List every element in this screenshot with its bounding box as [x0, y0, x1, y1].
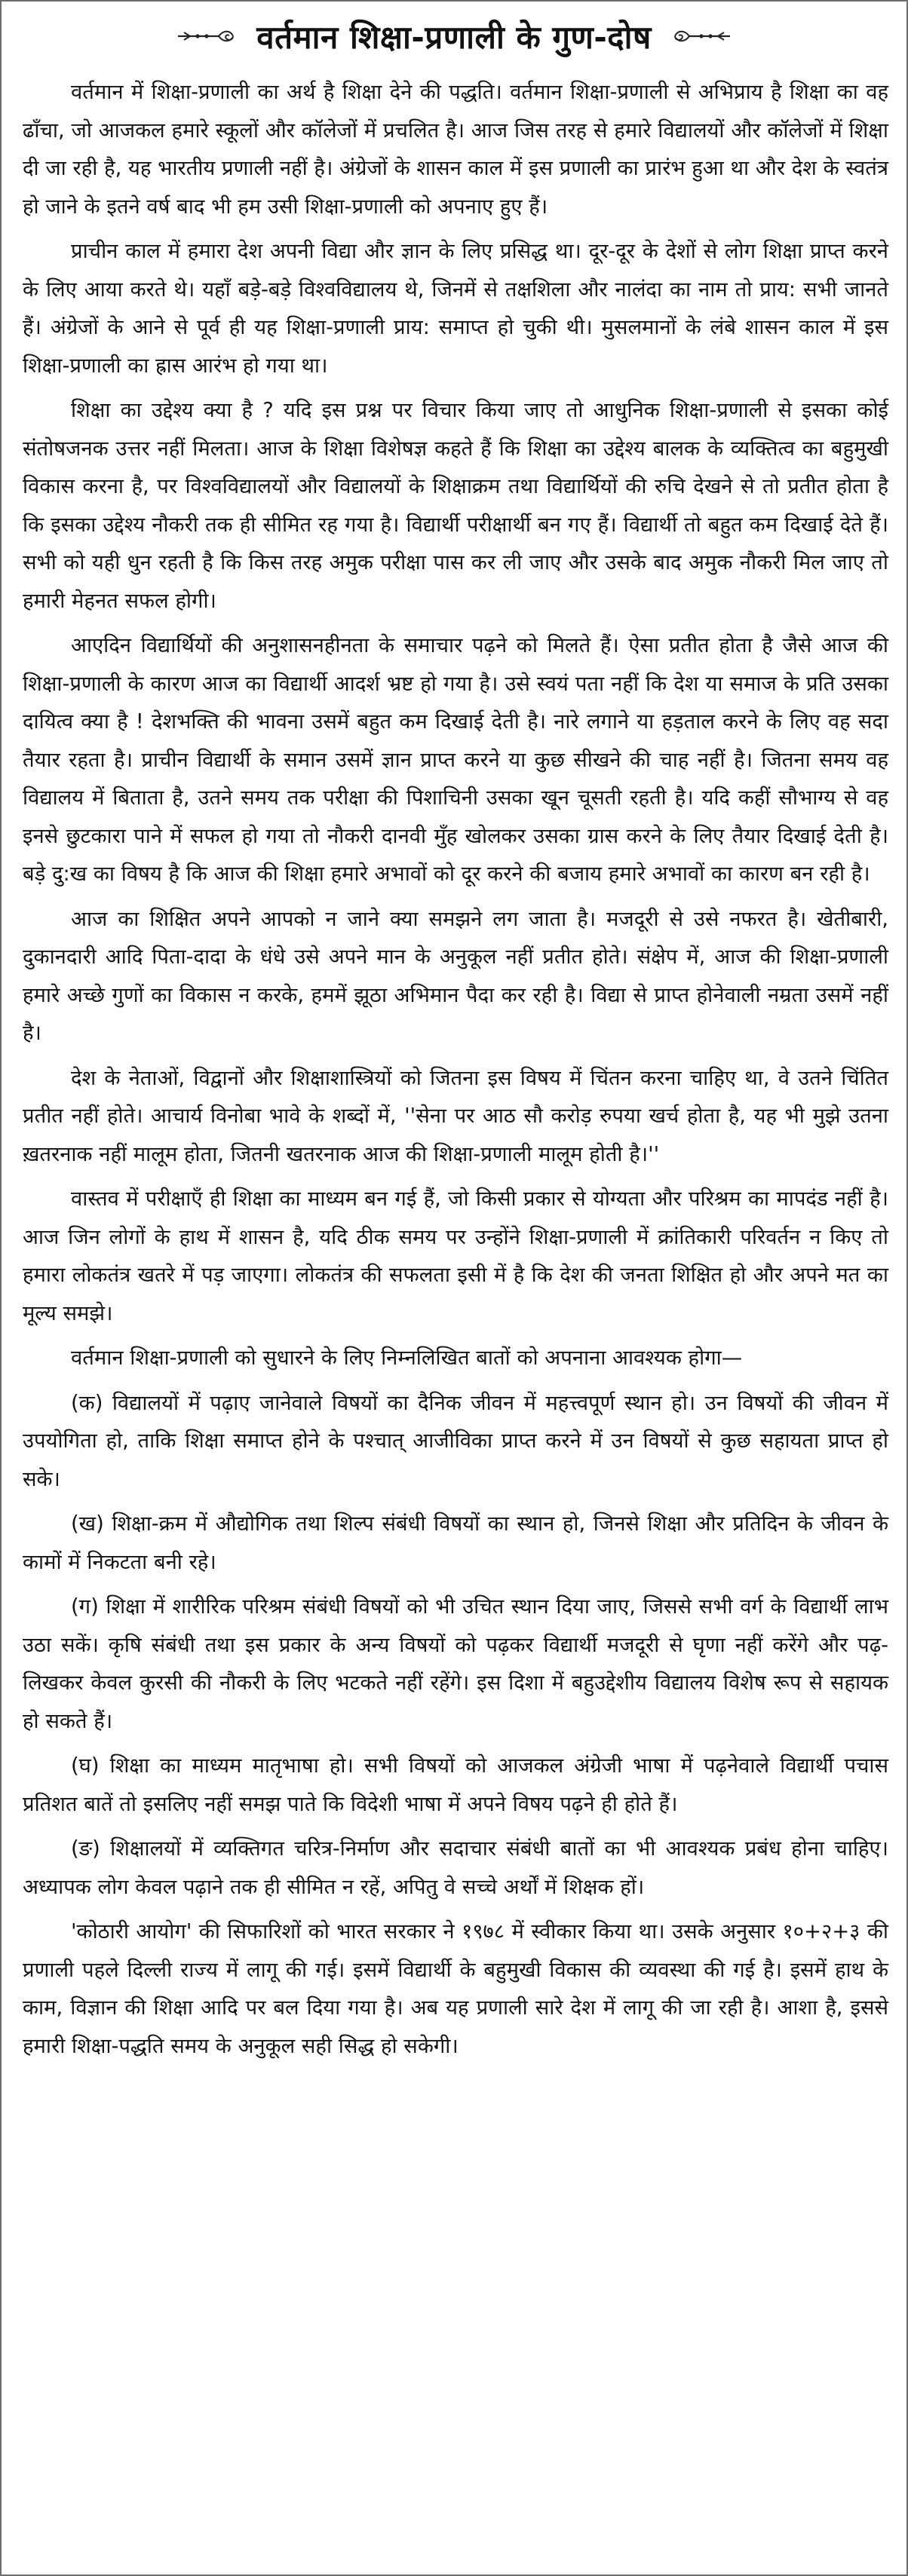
- paragraph-examinations: वास्तव में परीक्षाएँ ही शिक्षा का माध्यम बन गई हैं, जो किसी प्रकार से योग्यता और परिश्रम का मापदंड नहीं है। आज जिन लोगों के हाथ में शासन है, यदि ठीक समय पर उन्होंने शिक्षा-प्रणाली में क्रांतिकारी परिवर्तन न किए तो हमारा लोकतंत्र खतरे में पड़ जाएगा। लोकतंत्र की सफलता इसी में है कि देश की जनता शिक्षित हो और अपने मत का मूल्य समझे।: [23, 1187, 888, 1325]
- paragraph-educated-pride: आज का शिक्षित अपने आपको न जाने क्या समझने लग जाता है। मजदूरी से उसे नफरत है। खेतीबारी, दुकानदारी आदि पिता-दादा के धंधे उसे अपने मान के अनुकूल नहीं प्रतीत होते। संक्षेप में, आज की शिक्षा-प्रणाली हमारे अच्छे गुणों का विकास न करके, हममें झूठा अभिमान पैदा कर रही है। विद्या से प्राप्त होनेवाली नम्रता उसमें नहीं है।: [23, 907, 888, 1045]
- essay-body: [23, 74, 888, 2072]
- reform-point-gha: (घ) शिक्षा का माध्यम मातृभाषा हो। सभी विषयों को आजकल अंग्रेजी भाषा में पढ़नेवाले विद्यार्थी पचास प्रतिशत बातें तो इसलिए नहीं समझ पाते कि विदेशी भाषा में अपने विषय पढ़ने ही होते हैं।: [23, 1754, 888, 1816]
- reform-point-ga: (ग) शिक्षा में शारीरिक परिश्रम संबंधी विषयों को भी उचित स्थान दिया जाए, जिससे सभी वर्ग के विद्यार्थी लाभ उठा सकें। कृषि संबंधी तथा इस प्रकार के अन्य विषयों को पढ़कर विद्यार्थी मजदूरी से घृणा नहीं करेंगे और पढ़-लिखकर केवल कुरसी की नौकरी के लिए भटकते नहीं रहेंगे। इस दिशा में बहुउद्देशीय विद्यालय विशेष रूप से सहायक हो सकते हैं।: [23, 1595, 888, 1733]
- paragraph-intro: वर्तमान में शिक्षा-प्रणाली का अर्थ है शिक्षा देने की पद्धति। वर्तमान शिक्षा-प्रणाली से अभिप्राय है शिक्षा का वह ढाँचा, जो आजकल हमारे स्कूलों और कॉलेजों में प्रचलित है। आज जिस तरह से हमारे विद्यालयों और कॉलेजों में शिक्षा दी जा रही है, यह भारतीय प्रणाली नहीं है। अंग्रेजों के शासन काल में इस प्रणाली का प्रारंभ हुआ था और देश के स्वतंत्र हो जाने के इतने वर्ष बाद भी हम उसी शिक्षा-प्रणाली को अपनाए हुए हैं।: [23, 81, 888, 219]
- paragraph-indiscipline: आएदिन विद्यार्थियों की अनुशासनहीनता के समाचार पढ़ने को मिलते हैं। ऐसा प्रतीत होता है जैसे आज की शिक्षा-प्रणाली के कारण आज का विद्यार्थी आदर्श भ्रष्ट हो गया है। उसे स्वयं पता नहीं कि देश या समाज के प्रति उसका दायित्व क्या है ! देशभक्ति की भावना उसमें बहुत कम दिखाई देती है। नारे लगाने या हड़ताल करने के लिए वह सदा तैयार रहता है। प्राचीन विद्यार्थी के समान उसमें ज्ञान प्राप्त करने या कुछ सीखने की चाह नहीं है। जितना समय वह विद्यालय में बिताता है, उतने समय तक परीक्षा की पिशाचिनी उसका खून चूसती रहती है। यदि कहीं सौभाग्य से वह इनसे छुटकारा पाने में सफल हो गया तो नौकरी दानवी मुँह खोलकर उसका ग्रास करने के लिए तैयार दिखाई देती है। बड़े दु:ख का विषय है कि आज की शिक्षा हमारे अभावों को दूर करने की बजाय हमारे अभावों का कारण बन रही है।: [23, 634, 888, 886]
- right-flourish-icon: [673, 27, 732, 45]
- reform-point-nga: (ङ) शिक्षालयों में व्यक्तिगत चरित्र-निर्माण और सदाचार संबंधी बातों का भी आवश्यक प्रबंध होना चाहिए। अध्यापक लोग केवल पढ़ाने तक ही सीमित न रहें, अपितु वे सच्चे अर्थों में शिक्षक हों।: [23, 1837, 888, 1899]
- paragraph-purpose: शिक्षा का उद्देश्य क्या है ? यदि इस प्रश्न पर विचार किया जाए तो आधुनिक शिक्षा-प्रणाली से इसका कोई संतोषजनक उत्तर नहीं मिलता। आज के शिक्षा विशेषज्ञ कहते हैं कि शिक्षा का उद्देश्य बालक के व्यक्तित्व का बहुमुखी विकास करना है, पर विश्वविद्यालयों और विद्यालयों के शिक्षाक्रम तथा विद्यार्थियों की रुचि देखने से तो प्रतीत होता है कि इसका उद्देश्य नौकरी तक ही सीमित रह गया है। विद्यार्थी परीक्षार्थी बन गए हैं। विद्यार्थी तो बहुत कम दिखाई देते हैं। सभी को यही धुन रहती है कि किस तरह अमुक परीक्षा पास कर ली जाए और उसके बाद अमुक नौकरी मिल जाए तो हमारी मेहनत सफल होगी।: [23, 399, 889, 613]
- paragraph-vinoba-quote: देश के नेताओं, विद्वानों और शिक्षाशास्त्रियों को जितना इस विषय में चिंतन करना चाहिए था, वे उतने चिंतित प्रतीत नहीं होते। आचार्य विनोबा भावे के शब्दों में, ''सेना पर आठ सौ करोड़ रुपया खर्च होता है, यह भी मुझे उतना ख़तरनाक नहीं मालूम होता, जितनी खतरनाक आज की शिक्षा-प्रणाली मालूम होती है।'': [23, 1066, 888, 1166]
- paragraph-ancient-education: प्राचीन काल में हमारा देश अपनी विद्या और ज्ञान के लिए प्रसिद्ध था। दूर-दूर के देशों से लोग शिक्षा प्राप्त करने के लिए आया करते थे। यहाँ बड़े-बड़े विश्वविद्यालय थे, जिनमें से तक्षशिला और नालंदा का नाम तो प्राय: सभी जानते हैं। अंग्रेजों के आने से पूर्व ही यह शिक्षा-प्रणाली प्राय: समाप्त हो चुकी थी। मुसलमानों के लंबे शासन काल में इस शिक्षा-प्रणाली का ह्रास आरंभ हो गया था।: [23, 240, 888, 378]
- paragraph-reforms-intro: वर्तमान शिक्षा-प्रणाली को सुधारने के लिए निम्नलिखित बातों को अपनाना आवश्यक होगा—: [71, 1346, 743, 1370]
- reform-point-kha: (ख) शिक्षा-क्रम में औद्योगिक तथा शिल्प संबंधी विषयों का स्थान हो, जिनसे शिक्षा और प्रतिदिन के जीवन के कामों में निकटता बनी रहे।: [23, 1512, 888, 1574]
- reform-point-ka: (क) विद्यालयों में पढ़ाए जानेवाले विषयों का दैनिक जीवन में महत्त्वपूर्ण स्थान हो। उन विषयों की जीवन में उपयोगिता हो, ताकि शिक्षा समाप्त होने के पश्चात् आजीविका प्राप्त करने में उन विषयों से कुछ सहायता प्राप्त हो सके।: [23, 1391, 888, 1491]
- title-row: [2, 12, 906, 60]
- paragraph-kothari-commission: 'कोठारी आयोग' की सिफारिशों को भारत सरकार ने १९७८ में स्वीकार किया था। उसके अनुसार १०+२+३ की प्रणाली पहले दिल्ली राज्य में लागू की गई। इसमें विद्यार्थी के बहुमुखी विकास की व्यवस्था की गई है। इसमें हाथ के काम, विज्ञान की शिक्षा आदि पर बल दिया गया है। अब यह प्रणाली सारे देश में लागू की जा रही है। आशा है, इससे हमारी शिक्षा-पद्धति समय के अनुकूल सही सिद्ध हो सकेगी।: [23, 1920, 888, 2058]
- left-flourish-icon: [176, 27, 235, 45]
- page-title: वर्तमान शिक्षा-प्रणाली के गुण-दोष: [256, 18, 652, 56]
